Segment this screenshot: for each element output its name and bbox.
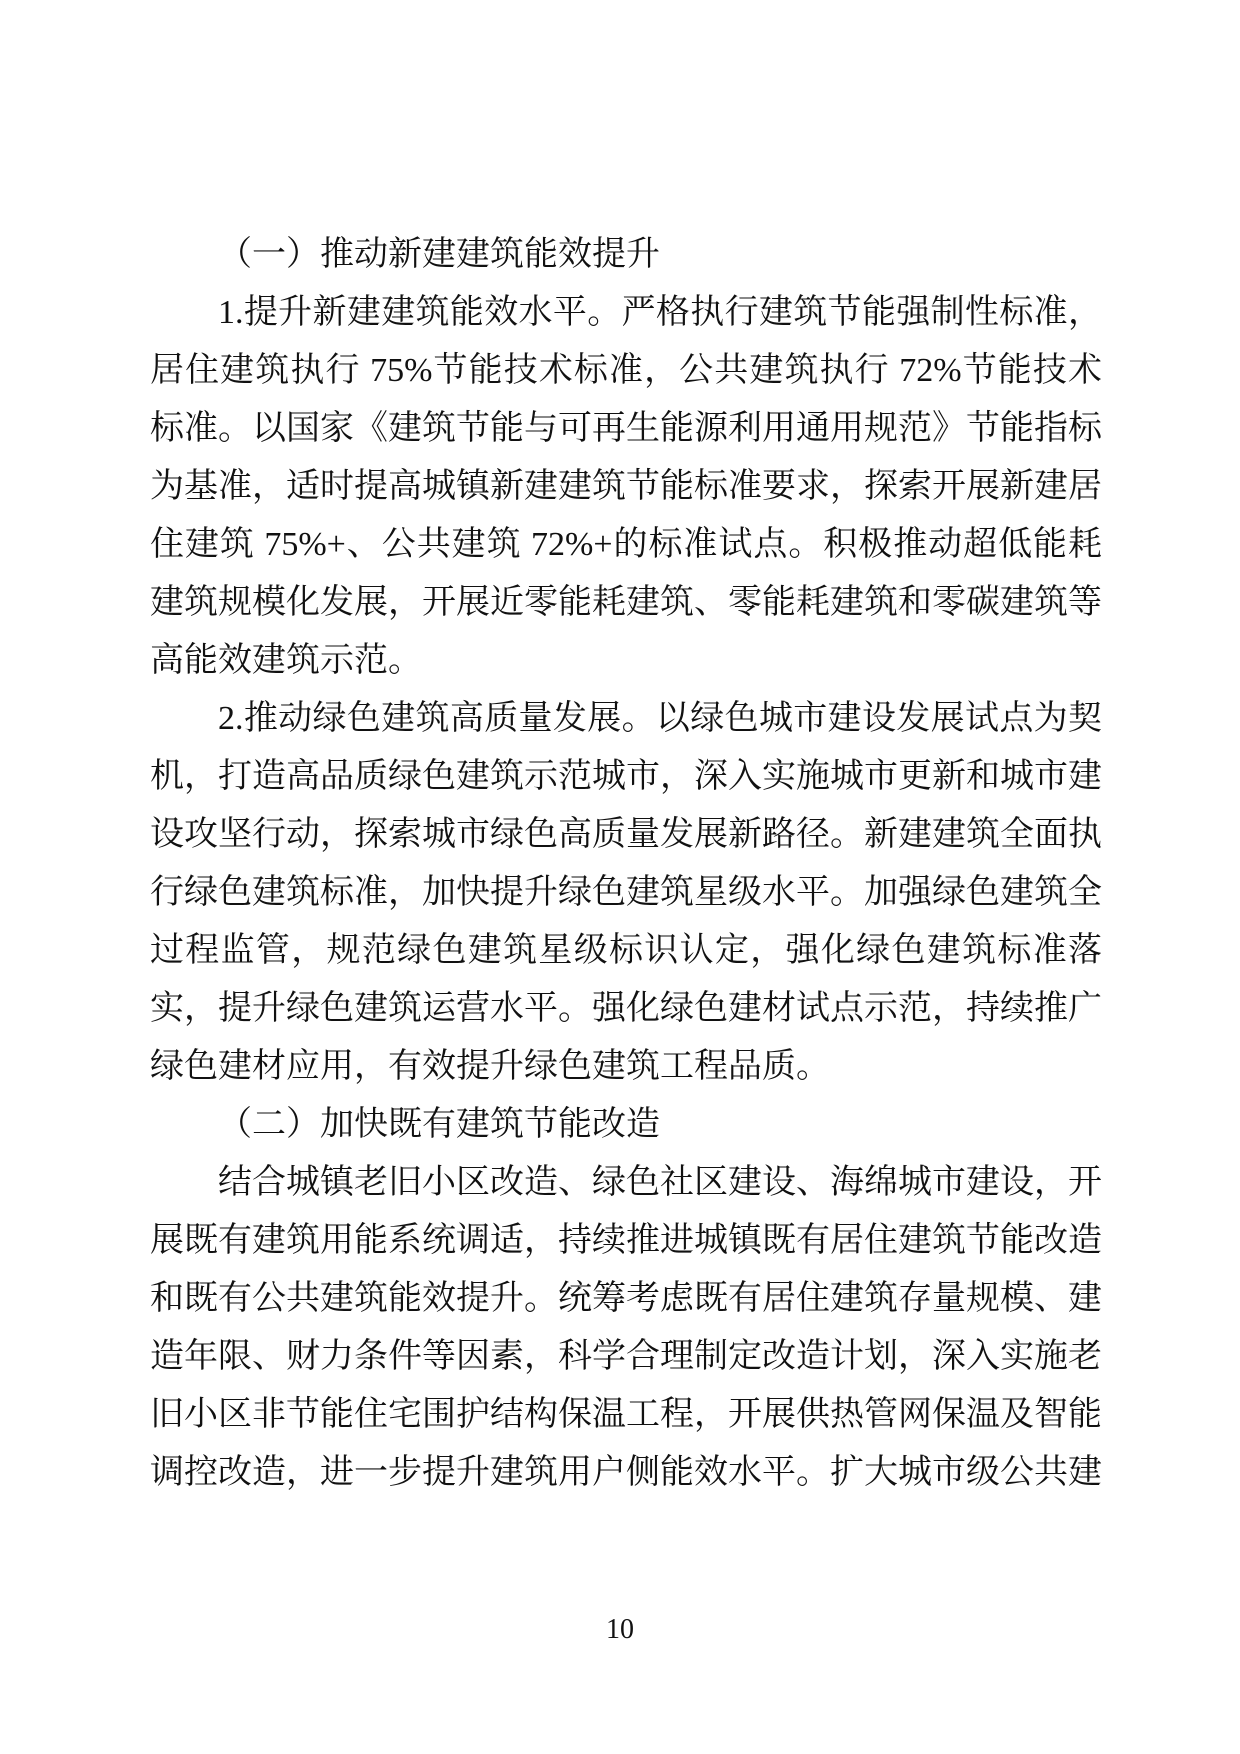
paragraph-existing-building-retrofit: 结合城镇老旧小区改造、绿色社区建设、海绵城市建设，开展既有建筑用能系统调适，持续推进城镇既有居住建筑节能改造和既有公共建筑能效提升。统筹考虑既有居住建筑存量规模、建造年限、财力条件等因素，科学合理制定改造计划，深入实施老旧小区非节能住宅围护结构保温工程，开展供热管网保温及智能调控改造，进一步提升建筑用户侧能效水平。扩大城市级公共建 (150, 1164, 1102, 1491)
paragraph-new-building-energy-efficiency: 1.提升新建建筑能效水平。严格执行建筑节能强制性标准，居住建筑执行 75%节能技术标准，公共建筑执行 72%节能技术标准。以国家《建筑节能与可再生能源利用通用规范》节能指标为基准，适时提高城镇新建建筑节能标准要求，探索开展新建居住建筑 75%+、公共建筑 72%+的标准试点。积极推动超低能耗建筑规模化发展，开展近零能耗建筑、零能耗建筑和零碳建筑等高能效建筑示范。 (150, 294, 1102, 679)
page-number: 10 (606, 1614, 634, 1645)
document-body (150, 226, 1102, 1502)
paragraph-green-building-development: 2.推动绿色建筑高质量发展。以绿色城市建设发展试点为契机，打造高品质绿色建筑示范城市，深入实施城市更新和城市建设攻坚行动，探索城市绿色高质量发展新路径。新建建筑全面执行绿色建筑标准，加快提升绿色建筑星级水平。加强绿色建筑全过程监管，规范绿色建筑星级标识认定，强化绿色建筑标准落实，提升绿色建筑运营水平。强化绿色建材试点示范，持续推广绿色建材应用，有效提升绿色建筑工程品质。 (150, 700, 1102, 1085)
section-heading-2: （二）加快既有建筑节能改造 (218, 1106, 660, 1143)
section-heading-1: （一）推动新建建筑能效提升 (218, 236, 660, 273)
